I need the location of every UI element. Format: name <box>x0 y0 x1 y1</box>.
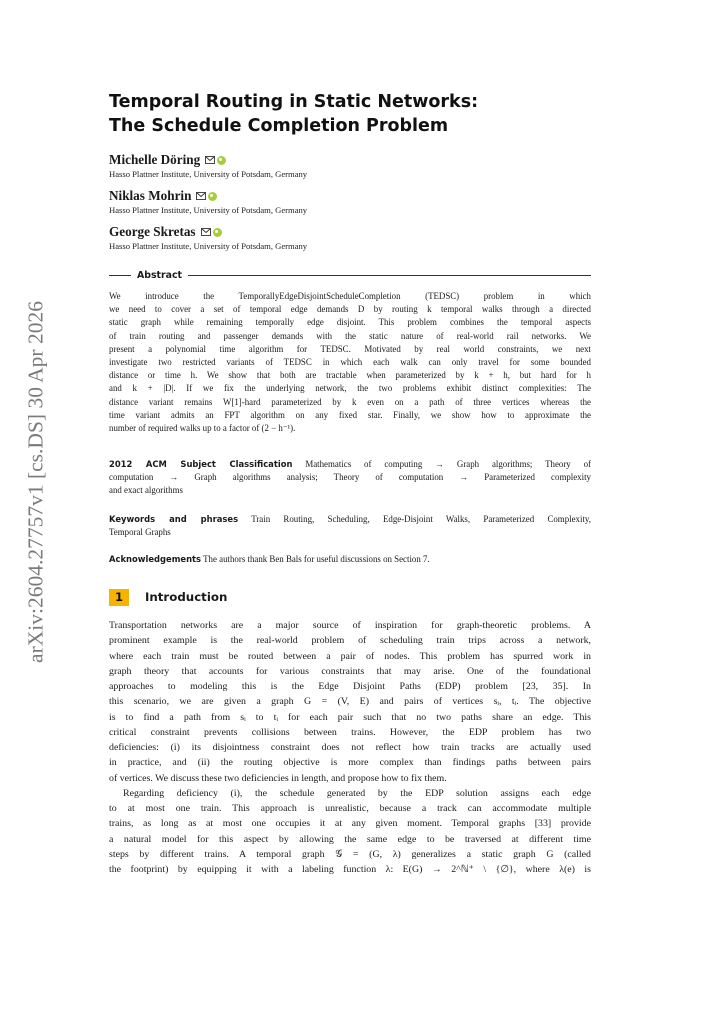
author-affiliation: Hasso Plattner Institute, University of Potsdam, Germany <box>109 205 308 215</box>
acm-text: and exact algorithms <box>109 485 183 496</box>
orcid-icon[interactable] <box>213 228 222 237</box>
author-name: Niklas Mohrin <box>109 188 192 203</box>
body-line: Transportation networks are a major source of inspiration for graph-theoretic problems. A <box>109 620 591 631</box>
acknowledgements <box>109 553 591 566</box>
abstract-line: present a polynomial time algorithm for TEDSC. Motivated by real world constraints, we next <box>109 343 591 354</box>
author-affiliation: Hasso Plattner Institute, University of Potsdam, Germany <box>109 169 308 179</box>
acm-classification <box>109 458 591 498</box>
acm-text: computation → Graph algorithms analysis; Theory of computation → Parameterized complexity <box>109 472 591 483</box>
title-line: Temporal Routing in Static Networks: <box>109 92 479 112</box>
abstract-heading-row <box>109 268 591 282</box>
introduction-body <box>109 618 591 877</box>
abstract-line: We introduce the TemporallyEdgeDisjointScheduleCompletion (TEDSC) problem in which <box>109 291 591 301</box>
body-line: the footprint) by equipping it with a labeling function λ: E(G) → 2^ℕ⁺ \ {∅}, where λ(e) is <box>109 864 591 875</box>
paper-title <box>109 90 591 138</box>
abstract-line: distance variant remains W[1]-hard parameterized by k even on a path of three vertices whereas the <box>109 396 591 407</box>
author-name: George Skretas <box>109 224 196 239</box>
abstract-line: and k + |D|. If we fix the underlying network, the two problems exhibit distinct complexities: The <box>109 383 591 394</box>
keywords-text: Train Routing, Scheduling, Edge-Disjoint Walks, Parameterized Complexity, <box>251 514 591 524</box>
body-line: trains, as long as at most one occupies it at any given moment. Temporal graphs [33] provide <box>109 818 591 830</box>
body-line: in practice, and (ii) the routing objective is more complex than findings paths between pairs <box>109 757 591 769</box>
acm-text: Mathematics of computing → Graph algorithms; Theory of <box>305 459 592 469</box>
body-line: critical constraint prevents collisions between trains. However, the EDP problem has two <box>109 726 591 738</box>
acm-label: 2012 ACM Subject Classification <box>109 459 293 469</box>
body-line: where each train must be routed between a pair of nodes. This problem has spurred work in <box>109 650 591 662</box>
abstract-line: time variant admits an FPT algorithm on any fixed star. Finally, we show how to approximate the <box>109 409 591 420</box>
body-line: this scenario, we are given a graph G = (V, E) and pairs of vertices sᵢ, tᵢ. The objective <box>109 696 591 708</box>
section-number: 1 <box>109 589 129 606</box>
abstract-line: of train routing and passenger demands with the static nature of real-world rail networks. We <box>109 330 591 341</box>
keywords-text: Temporal Graphs <box>109 527 171 538</box>
body-line: Regarding deficiency (i), the schedule generated by the EDP solution assigns each edge <box>123 787 591 799</box>
email-icon[interactable] <box>205 156 215 164</box>
author-affiliation: Hasso Plattner Institute, University of Potsdam, Germany <box>109 241 308 251</box>
author-block <box>109 152 591 180</box>
body-line: prominent example is the real-world problem of scheduling train trips across a network, <box>109 635 591 647</box>
abstract-text <box>109 290 591 435</box>
author-name: Michelle Döring <box>109 152 201 167</box>
arxiv-identifier: arXiv:2604.27757v1 [cs.DS] 30 Apr 2026 <box>23 301 48 663</box>
abstract-line: number of required walks up to a factor of (2 − h⁻¹). <box>109 423 296 434</box>
author-block <box>109 188 591 216</box>
section-heading <box>109 588 227 606</box>
abstract-line: we need to cover a set of temporal edge demands D by routing k temporal walks through a directed <box>109 304 591 315</box>
email-icon[interactable] <box>196 192 206 200</box>
divider <box>188 275 591 276</box>
orcid-icon[interactable] <box>208 192 217 201</box>
body-line: graph theory that accounts for various constraints that may arise. One of the foundational <box>109 665 591 677</box>
body-line: is to find a path from sᵢ to tᵢ for each pair such that no two paths share an edge. This <box>109 711 591 723</box>
ack-text: The authors thank Ben Bals for useful discussions on Section 7. <box>203 554 430 564</box>
abstract-line: static graph while remaining temporally edge disjoint. This problem combines the temporal aspects <box>109 317 591 328</box>
author-block <box>109 224 591 252</box>
abstract-heading: Abstract <box>137 269 183 281</box>
orcid-icon[interactable] <box>217 156 226 165</box>
body-line: a natural model for this aspect by allowing the same edge to be traversed at different time <box>109 833 591 845</box>
abstract-line: investigate two restricted variants of TEDSC in which each walk can only travel for some bounded <box>109 357 591 368</box>
section-title: Introduction <box>145 590 228 604</box>
email-icon[interactable] <box>201 228 211 236</box>
keywords-label: Keywords and phrases <box>109 514 239 524</box>
body-line: of vertices. We discuss these two deficiencies in length, and propose how to fix them. <box>109 772 447 784</box>
title-line: The Schedule Completion Problem <box>109 116 449 136</box>
body-line: approaches to modeling this is the Edge Disjoint Paths (EDP) problem [23, 35]. In <box>109 681 591 692</box>
abstract-line: distance or time h. We show that both are tractable when parameterized by k + h, but hard for h <box>109 370 591 381</box>
ack-label: Acknowledgements <box>109 554 202 564</box>
body-line: to at most one train. This approach is unrealistic, because a track can accommodate multiple <box>109 803 591 814</box>
body-line: steps by different trains. A temporal graph 𝒢 = (G, λ) generalizes a static graph G (called <box>109 848 591 860</box>
keywords <box>109 513 591 539</box>
divider <box>109 275 131 276</box>
body-line: deficiencies: (i) its disjointness constraint does not reflect how train tracks are actually used <box>109 742 591 753</box>
